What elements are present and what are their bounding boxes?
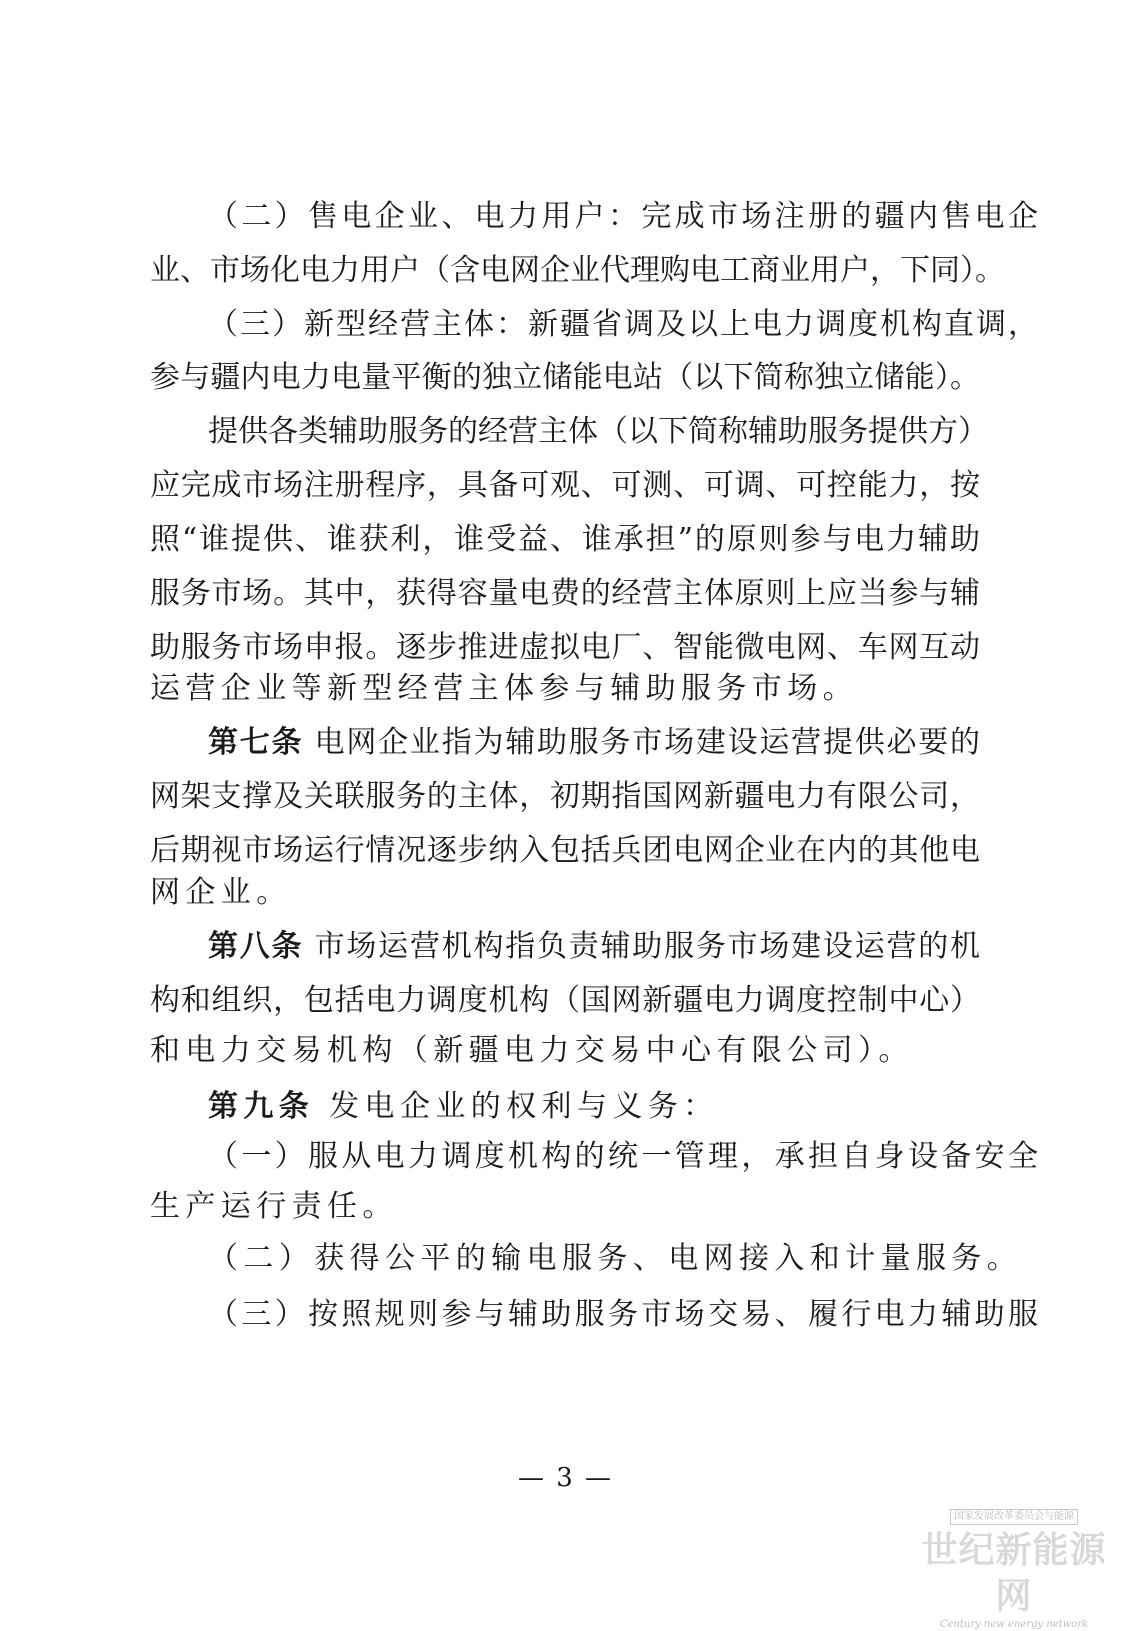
paragraph-line: （三）新型经营主体：新疆省调及以上电力调度机构直调， [208, 307, 1038, 342]
paragraph-line: 和电力交易机构（新疆电力交易中心有限公司）。 [150, 1033, 914, 1068]
paragraph-line: 服务市场。其中，获得容量电费的经营主体原则上应当参与辅 [150, 576, 980, 611]
paragraph-line: 应完成市场注册程序，具备可观、可测、可调、可控能力，按 [150, 468, 980, 503]
paragraph-line: 生产运行责任。 [150, 1189, 398, 1224]
article-9-heading: 第九条 [208, 1089, 315, 1124]
paragraph-line: 助服务市场申报。逐步推进虚拟电厂、智能微电网、车网互动 [150, 630, 980, 665]
watermark-tag: 国家发展改革委员会与能源 [950, 1509, 1078, 1525]
paragraph-line: 网企业。 [150, 875, 292, 910]
article-7-line [208, 716, 980, 770]
paragraph-line: 提供各类辅助服务的经营主体（以下简称辅助服务提供方） [208, 414, 988, 449]
article-9-text: 发电企业的权利与义务： [314, 1089, 719, 1124]
paragraph-line: 照“谁提供、谁获利，谁受益、谁承担”的原则参与电力辅助 [150, 522, 980, 557]
watermark-logo [909, 1504, 1119, 1630]
article-9-line [208, 1080, 980, 1134]
article-8-heading: 第八条 [208, 929, 304, 964]
article-8-line [208, 920, 980, 974]
article-7-text: 电网企业指为辅助服务市场建设运营提供必要的 [303, 725, 980, 760]
page-number: — 3 — [517, 1463, 614, 1493]
paragraph-line: 业、市场化电力用户（含电网企业代理购电工商业用户，下同）。 [150, 253, 1005, 288]
paragraph-line: 运营企业等新型经营主体参与辅助服务市场。 [150, 671, 858, 706]
paragraph-line: 网架支撑及关联服务的主体，初期指国网新疆电力有限公司， [150, 779, 980, 814]
paragraph-line: （二）售电企业、电力用户：完成市场注册的疆内售电企 [208, 199, 1038, 234]
paragraph-line: 参与疆内电力电量平衡的独立储能电站（以下简称独立储能）。 [150, 360, 980, 395]
paragraph-line: 构和组织，包括电力调度机构（国网新疆电力调度控制中心） [150, 983, 980, 1018]
article-8-text: 市场运营机构指负责辅助服务市场建设运营的机 [303, 929, 980, 964]
watermark-sub: Century new energy network [939, 1619, 1089, 1630]
paragraph-line: （三）按照规则参与辅助服务市场交易、履行电力辅助服 [208, 1297, 1038, 1332]
paragraph-line: （一）服从电力调度机构的统一管理，承担自身设备安全 [208, 1139, 1038, 1174]
paragraph-line: （二）获得公平的输电服务、电网接入和计量服务。 [208, 1241, 1023, 1276]
paragraph-line: 后期视市场运行情况逐步纳入包括兵团电网企业在内的其他电 [150, 833, 980, 868]
watermark-main: 世纪新能源网 [921, 1529, 1107, 1617]
article-7-heading: 第七条 [208, 725, 304, 760]
